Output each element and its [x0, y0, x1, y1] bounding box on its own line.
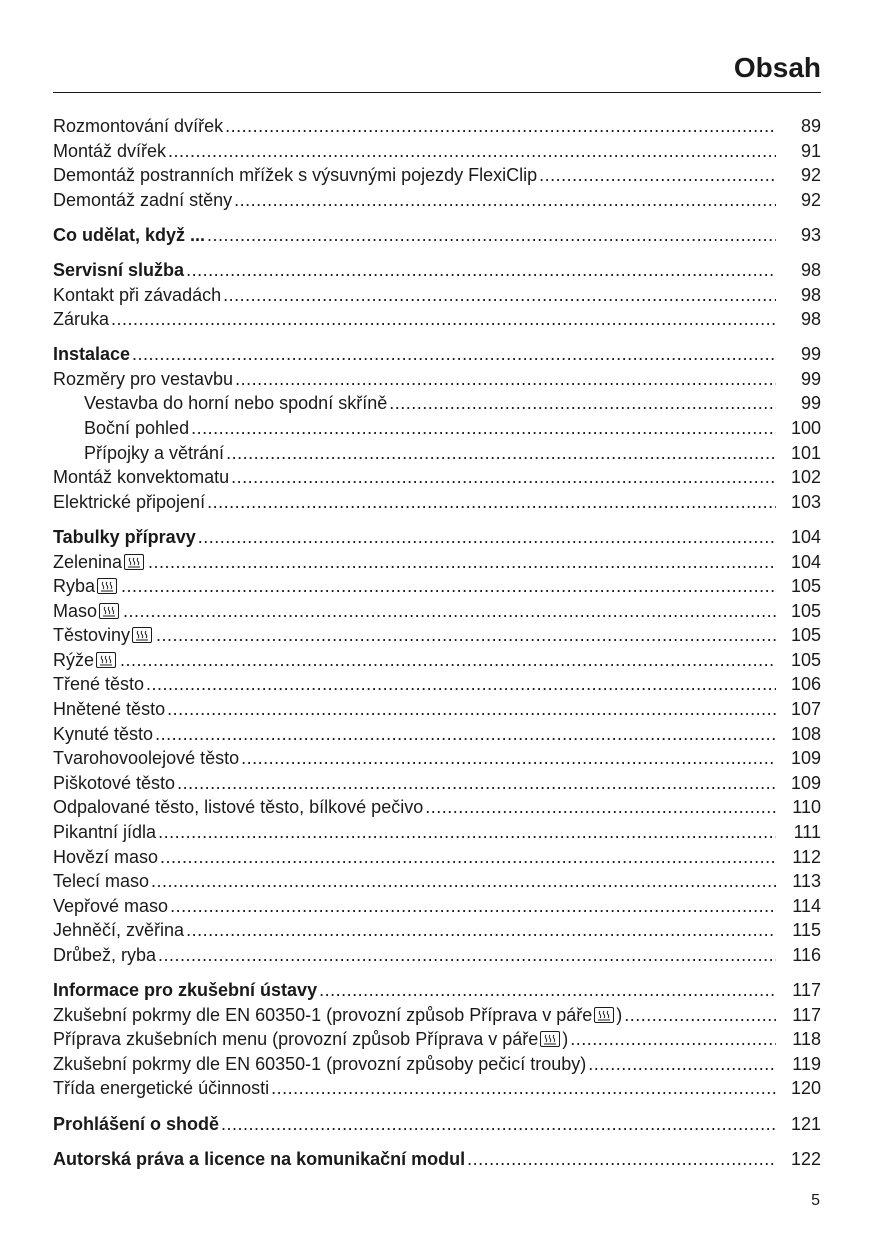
toc-entry[interactable]	[53, 648, 821, 673]
toc-entry-label	[53, 820, 156, 845]
toc-entry-text: Jehněčí, zvěřina	[53, 920, 185, 941]
toc-entry-text: Instalace	[53, 344, 131, 365]
toc-entry[interactable]	[53, 416, 821, 441]
toc-leader-dots	[389, 391, 776, 416]
toc-page-number: 91	[800, 140, 821, 161]
toc-page-number: 99	[800, 368, 821, 389]
toc-entry-label	[53, 342, 130, 367]
toc-leader-dots	[148, 550, 776, 575]
toc-page-number: 121	[790, 1113, 821, 1134]
table-of-contents	[53, 114, 821, 1171]
toc-leader-dots	[170, 894, 776, 919]
toc-entry-text: Rýže	[53, 649, 95, 670]
toc-page-number: 122	[790, 1148, 821, 1169]
toc-leader-dots	[132, 342, 776, 367]
page-number: 5	[811, 1192, 820, 1209]
toc-entry[interactable]	[53, 845, 821, 870]
toc-page-number: 101	[790, 442, 821, 463]
toc-leader-dots	[223, 283, 776, 308]
toc-entry-label	[53, 416, 189, 441]
toc-entry[interactable]	[53, 367, 821, 392]
toc-page-number: 89	[800, 116, 821, 136]
toc-entry-label	[53, 550, 146, 575]
toc-entry-label	[53, 845, 158, 870]
toc-page-number: 93	[800, 224, 821, 245]
steam-cooking-icon	[97, 578, 117, 594]
toc-page-number: 113	[792, 871, 821, 892]
toc-page-number: 111	[793, 822, 821, 843]
toc-entry-label	[53, 223, 205, 248]
toc-entry-label	[53, 1052, 586, 1077]
toc-entry[interactable]	[53, 623, 821, 648]
toc-entry-text: Vepřové maso	[53, 895, 169, 916]
toc-page-number: 92	[800, 189, 821, 210]
toc-entry[interactable]	[53, 722, 821, 747]
toc-entry-text: Zkušební pokrmy dle EN 60350-1 (provozní způsoby pečicí trouby)	[53, 1053, 587, 1074]
toc-leader-dots	[177, 771, 776, 796]
toc-entry[interactable]	[53, 441, 821, 466]
steam-cooking-icon	[99, 603, 119, 619]
toc-page-number: 103	[790, 491, 821, 512]
toc-leader-dots	[231, 465, 776, 490]
toc-entry-text: Těstoviny	[53, 625, 131, 646]
toc-page-number: 104	[790, 526, 821, 547]
toc-entry-text: Prohlášení o shodě	[53, 1113, 220, 1134]
toc-entry-label	[53, 771, 175, 796]
toc-entry-label	[53, 283, 221, 308]
toc-entry-label	[53, 188, 232, 213]
toc-entry-label	[53, 869, 149, 894]
toc-page-number: 99	[800, 393, 821, 414]
toc-page-number: 99	[800, 344, 821, 365]
toc-entry[interactable]	[53, 1052, 821, 1077]
toc-entry-label	[53, 114, 223, 139]
toc-entry-text: Rozměry pro vestavbu	[53, 368, 234, 389]
toc-entry-label	[53, 795, 423, 820]
toc-entry-text: Kontakt při závadách	[53, 284, 222, 305]
toc-entry-label	[53, 465, 229, 490]
toc-leader-dots	[570, 1027, 776, 1052]
toc-page-number: 104	[790, 551, 821, 572]
toc-entry-label	[53, 367, 233, 392]
toc-page-number: 105	[790, 649, 821, 670]
toc-entry-text: Telecí maso	[53, 871, 150, 892]
toc-entry[interactable]	[53, 114, 821, 139]
toc-page-number: 120	[790, 1078, 821, 1099]
toc-page-number: 115	[792, 920, 821, 941]
toc-page-number: 118	[792, 1029, 821, 1050]
toc-entry-text: Drůbež, ryba	[53, 945, 157, 965]
toc-entry-label	[53, 1003, 622, 1028]
toc-entry[interactable]	[53, 139, 821, 164]
toc-entry-text: Třída energetické účinnosti	[53, 1078, 270, 1099]
toc-entry[interactable]	[53, 795, 821, 820]
toc-entry-label	[53, 139, 166, 164]
toc-leader-dots	[221, 1112, 776, 1137]
toc-leader-dots	[123, 599, 776, 624]
toc-page-number: 117	[792, 980, 821, 1001]
toc-entry-label	[53, 441, 224, 466]
toc-leader-dots	[319, 978, 776, 1003]
toc-entry[interactable]	[53, 746, 821, 771]
toc-entry[interactable]	[53, 599, 821, 624]
toc-entry-text: Demontáž postranních mřížek s výsuvnými pojezdy FlexiClip	[53, 165, 538, 186]
toc-entry-text: Hnětené těsto	[53, 699, 166, 720]
toc-entry-label	[53, 978, 317, 1003]
toc-entry[interactable]	[53, 869, 821, 894]
toc-entry-label	[53, 1147, 465, 1172]
toc-leader-dots	[241, 746, 776, 771]
toc-entry[interactable]	[53, 223, 821, 248]
toc-page-number: 105	[790, 625, 821, 646]
toc-entry-text: Autorská práva a licence na komunikační modul	[53, 1148, 466, 1169]
toc-entry-text-after: )	[562, 1029, 569, 1050]
toc-leader-dots	[158, 820, 776, 845]
toc-entry-label	[53, 1027, 568, 1052]
toc-entry-text: Demontáž zadní stěny	[53, 189, 233, 210]
toc-entry[interactable]	[53, 525, 821, 550]
toc-entry-label	[53, 163, 537, 188]
toc-leader-dots	[186, 918, 776, 943]
toc-entry-label	[53, 722, 153, 747]
toc-entry-text: Zkušební pokrmy dle EN 60350-1 (provozní způsob Příprava v páře	[53, 1004, 593, 1025]
toc-entry[interactable]	[53, 978, 821, 1003]
toc-leader-dots	[207, 490, 776, 515]
toc-entry[interactable]	[53, 1076, 821, 1101]
toc-entry[interactable]	[53, 574, 821, 599]
toc-leader-dots	[151, 869, 776, 894]
toc-page-number: 108	[790, 723, 821, 744]
toc-leader-dots	[588, 1052, 776, 1077]
toc-entry-label	[53, 258, 184, 283]
toc-entry-text: Ryba	[53, 576, 96, 597]
toc-entry[interactable]	[53, 771, 821, 796]
toc-entry-text: Pikantní jídla	[53, 822, 157, 843]
toc-leader-dots	[120, 648, 776, 673]
toc-leader-dots	[168, 139, 776, 164]
toc-leader-dots	[234, 188, 776, 213]
toc-page-number: 119	[792, 1053, 821, 1074]
toc-entry-label	[53, 672, 144, 697]
toc-page-number: 102	[790, 467, 821, 488]
toc-page-number: 92	[800, 165, 821, 186]
toc-entry[interactable]	[53, 283, 821, 308]
page-header	[53, 52, 821, 93]
toc-leader-dots	[111, 307, 776, 332]
toc-page-number: 110	[792, 797, 821, 818]
toc-leader-dots	[167, 697, 776, 722]
toc-leader-dots	[425, 795, 776, 820]
toc-page-number: 112	[792, 846, 821, 867]
toc-entry-label	[53, 894, 168, 919]
toc-entry-text: Boční pohled	[84, 418, 190, 439]
toc-page-number: 109	[790, 772, 821, 793]
toc-entry-label	[53, 490, 205, 515]
toc-leader-dots	[624, 1003, 776, 1028]
toc-entry-text: Maso	[53, 600, 98, 621]
toc-leader-dots	[271, 1076, 776, 1101]
toc-entry-label	[53, 1112, 219, 1137]
toc-entry[interactable]	[53, 391, 821, 416]
toc-entry-text: Servisní služba	[53, 259, 185, 280]
toc-page-number: 114	[792, 895, 821, 916]
toc-entry-label	[53, 623, 154, 648]
toc-page-number: 109	[790, 748, 821, 769]
toc-entry-text: Informace pro zkušební ústavy	[53, 980, 318, 1001]
toc-entry-label	[53, 574, 119, 599]
toc-entry[interactable]	[53, 697, 821, 722]
toc-entry[interactable]	[53, 550, 821, 575]
toc-entry[interactable]	[53, 943, 821, 968]
toc-entry-label	[53, 307, 109, 332]
toc-leader-dots	[160, 845, 776, 870]
toc-entry[interactable]	[53, 918, 821, 943]
toc-page-number: 117	[792, 1004, 821, 1025]
toc-leader-dots	[225, 114, 776, 139]
toc-entry-text: Příprava zkušebních menu (provozní způsob Příprava v páře	[53, 1029, 539, 1050]
toc-entry-text: Hovězí maso	[53, 846, 159, 867]
toc-entry-text: Třené těsto	[53, 674, 145, 695]
toc-entry[interactable]	[53, 1112, 821, 1137]
toc-entry-label	[53, 391, 387, 416]
toc-leader-dots	[191, 416, 776, 441]
steam-cooking-icon	[594, 1007, 614, 1023]
toc-entry[interactable]	[53, 307, 821, 332]
steam-cooking-icon	[96, 652, 116, 668]
toc-entry[interactable]	[53, 672, 821, 697]
toc-entry[interactable]	[53, 258, 821, 283]
toc-page-number: 98	[800, 259, 821, 280]
toc-entry-text: Montáž konvektomatu	[53, 467, 230, 488]
toc-entry-text: Montáž dvířek	[53, 140, 167, 161]
toc-entry-text: Piškotové těsto	[53, 772, 176, 793]
toc-leader-dots	[226, 441, 776, 466]
toc-entry-label	[53, 697, 165, 722]
toc-leader-dots	[121, 574, 776, 599]
steam-cooking-icon	[132, 627, 152, 643]
toc-entry-label	[53, 1076, 269, 1101]
toc-leader-dots	[207, 223, 776, 248]
toc-entry-text: Kynuté těsto	[53, 723, 154, 744]
toc-leader-dots	[539, 163, 776, 188]
toc-entry[interactable]	[53, 1027, 821, 1052]
toc-page-number: 107	[790, 699, 821, 720]
toc-leader-dots	[198, 525, 776, 550]
toc-entry-label	[53, 525, 196, 550]
toc-entry-text: Elektrické připojení	[53, 491, 206, 512]
toc-leader-dots	[158, 943, 776, 968]
toc-entry-text: Tabulky přípravy	[53, 526, 196, 547]
toc-leader-dots	[156, 623, 776, 648]
toc-entry-text: Zelenina	[53, 551, 123, 572]
toc-entry-text: Přípojky a větrání	[84, 442, 225, 463]
toc-entry[interactable]	[53, 1147, 821, 1172]
toc-page-number: 100	[790, 418, 821, 439]
toc-entry-text: Vestavba do horní nebo spodní skříně	[84, 393, 388, 414]
toc-entry[interactable]	[53, 490, 821, 515]
toc-entry[interactable]	[53, 342, 821, 367]
steam-cooking-icon	[540, 1031, 560, 1047]
toc-entry-text: Záruka	[53, 309, 110, 330]
steam-cooking-icon	[124, 554, 144, 570]
toc-page-number: 116	[792, 945, 821, 965]
toc-entry[interactable]	[53, 163, 821, 188]
toc-entry[interactable]	[53, 465, 821, 490]
toc-page-number: 106	[790, 674, 821, 695]
toc-entry[interactable]	[53, 894, 821, 919]
toc-entry-label	[53, 918, 184, 943]
toc-entry[interactable]	[53, 188, 821, 213]
toc-entry-text-after: )	[616, 1004, 623, 1025]
toc-page-number: 98	[800, 284, 821, 305]
toc-entry-text: Rozmontování dvířek	[53, 116, 224, 136]
toc-entry[interactable]	[53, 820, 821, 845]
toc-leader-dots	[235, 367, 776, 392]
toc-entry-label	[53, 599, 121, 624]
toc-leader-dots	[155, 722, 776, 747]
toc-leader-dots	[467, 1147, 776, 1172]
toc-entry-text: Tvarohovoolejové těsto	[53, 748, 240, 769]
toc-entry-label	[53, 746, 239, 771]
page-title: Obsah	[733, 52, 821, 83]
toc-page-number: 105	[790, 600, 821, 621]
toc-entry[interactable]	[53, 1003, 821, 1028]
toc-entry-text: Co udělat, když ...	[53, 224, 206, 245]
toc-leader-dots	[186, 258, 776, 283]
toc-entry-label	[53, 943, 156, 968]
toc-page-number: 98	[800, 309, 821, 330]
toc-page-number: 105	[790, 576, 821, 597]
toc-entry-text: Odpalované těsto, listové těsto, bílkové pečivo	[53, 797, 424, 818]
toc-leader-dots	[146, 672, 776, 697]
toc-entry-label	[53, 648, 118, 673]
